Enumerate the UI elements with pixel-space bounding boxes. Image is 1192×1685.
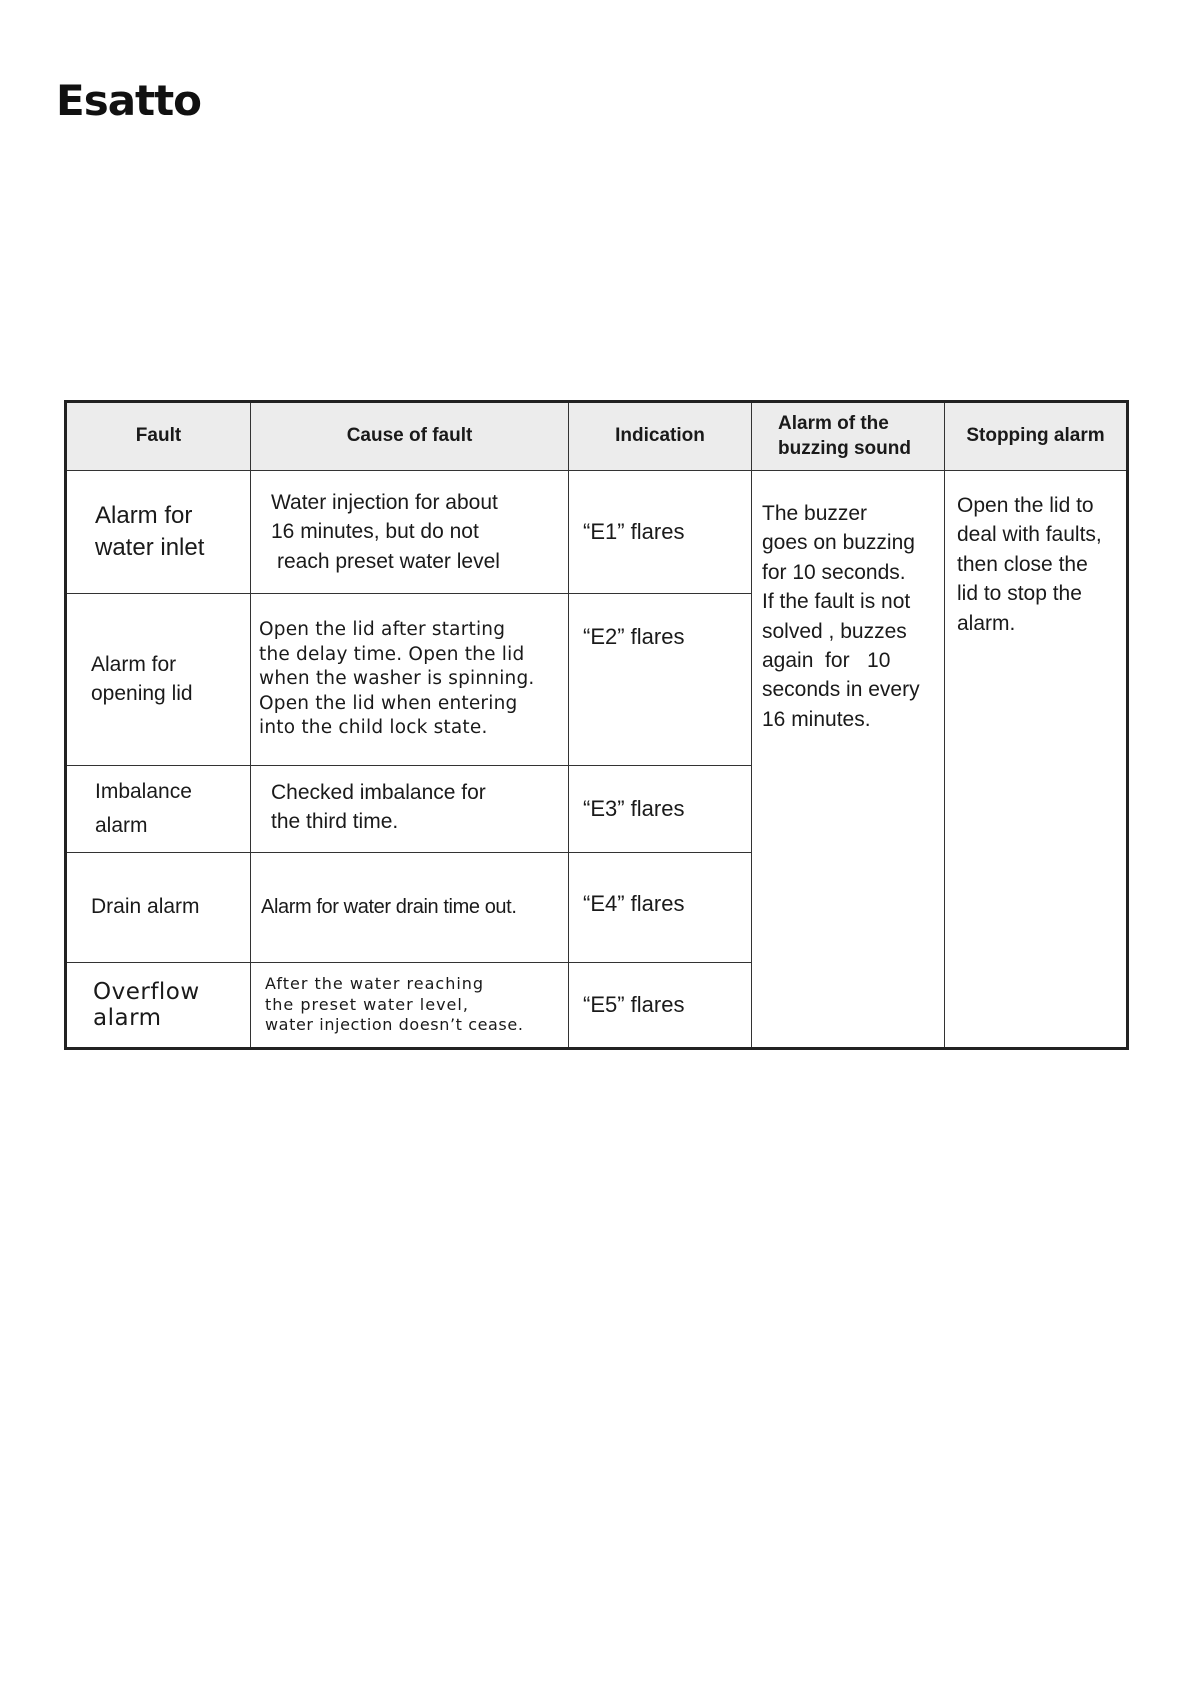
indication-cell: “E4” flares xyxy=(569,853,752,963)
cause-text: Open the lid after starting xyxy=(259,619,506,641)
fault-cell xyxy=(66,853,251,963)
indication-cell: “E2” flares xyxy=(569,594,752,766)
header-alarm-sound xyxy=(752,402,945,471)
alarm-sound-text: solved , buzzes xyxy=(762,619,907,643)
cause-cell xyxy=(251,963,569,1049)
cause-text: water injection doesn’t cease. xyxy=(265,1015,524,1035)
fault-cell xyxy=(66,594,251,766)
fault-text: Alarm for xyxy=(91,653,177,677)
alarm-sound-text: The buzzer xyxy=(762,502,868,525)
indication-cell: “E3” flares xyxy=(569,766,752,853)
cause-text: Water injection for about xyxy=(271,490,498,514)
cause-cell xyxy=(251,471,569,594)
cause-text: the preset water level, xyxy=(265,994,469,1014)
cause-text: the delay time. Open the lid xyxy=(259,643,525,665)
alarm-sound-text: 16 minutes. xyxy=(762,707,871,731)
fault-text: alarm xyxy=(93,1005,162,1031)
header-alarm-line-2: buzzing sound xyxy=(778,437,911,459)
indication-cell: “E5” flares xyxy=(569,963,752,1049)
header-fault: Fault xyxy=(66,402,251,471)
cause-cell xyxy=(251,766,569,853)
cause-cell xyxy=(251,853,569,963)
alarm-sound-cell xyxy=(752,471,945,1049)
stopping-alarm-text: Open the lid to xyxy=(957,494,1094,517)
stopping-alarm-cell xyxy=(945,471,1128,1049)
cause-text: Alarm for water drain time out. xyxy=(261,896,517,918)
fault-text: Imbalance xyxy=(95,780,192,804)
header-alarm-line-1: Alarm of the xyxy=(778,412,889,434)
stopping-alarm-text: deal with faults, xyxy=(957,523,1102,547)
cause-text: 16 minutes, but do not xyxy=(271,520,479,544)
fault-text: Drain alarm xyxy=(91,895,200,918)
alarm-sound-text: If the fault is not xyxy=(762,590,911,614)
stopping-alarm-text: alarm. xyxy=(957,611,1016,635)
fault-text: Alarm for xyxy=(95,501,193,529)
fault-text: alarm xyxy=(95,814,148,837)
header-cause: Cause of fault xyxy=(251,402,569,471)
header-stopping-alarm: Stopping alarm xyxy=(945,402,1128,471)
cause-text: Checked imbalance for xyxy=(271,781,486,804)
stopping-alarm-text: lid to stop the xyxy=(957,582,1082,606)
fault-text: water inlet xyxy=(95,534,205,561)
fault-text: Overflow xyxy=(93,978,200,1005)
header-indication: Indication xyxy=(569,402,752,471)
fault-cell xyxy=(66,766,251,853)
fault-text: opening lid xyxy=(91,681,193,705)
alarm-sound-text: seconds in every xyxy=(762,678,920,702)
stopping-alarm-text: then close the xyxy=(957,552,1088,576)
cause-cell xyxy=(251,594,569,766)
table-row xyxy=(66,471,1128,594)
fault-table xyxy=(64,400,1129,1050)
cause-text: into the child lock state. xyxy=(259,717,488,739)
cause-text: Open the lid when entering xyxy=(259,692,518,714)
cause-text: reach preset water level xyxy=(277,549,500,573)
alarm-sound-text: goes on buzzing xyxy=(762,531,915,555)
header-row xyxy=(66,402,1128,471)
indication-cell: “E1” flares xyxy=(569,471,752,594)
fault-cell xyxy=(66,471,251,594)
cause-text: After the water reaching xyxy=(265,973,485,993)
fault-cell xyxy=(66,963,251,1049)
cause-text: when the washer is spinning. xyxy=(259,668,535,690)
cause-text: the third time. xyxy=(271,810,399,834)
alarm-sound-text: again for 10 xyxy=(762,648,891,672)
alarm-sound-text: for 10 seconds. xyxy=(762,560,906,584)
brand-logo: Esatto xyxy=(56,76,202,125)
